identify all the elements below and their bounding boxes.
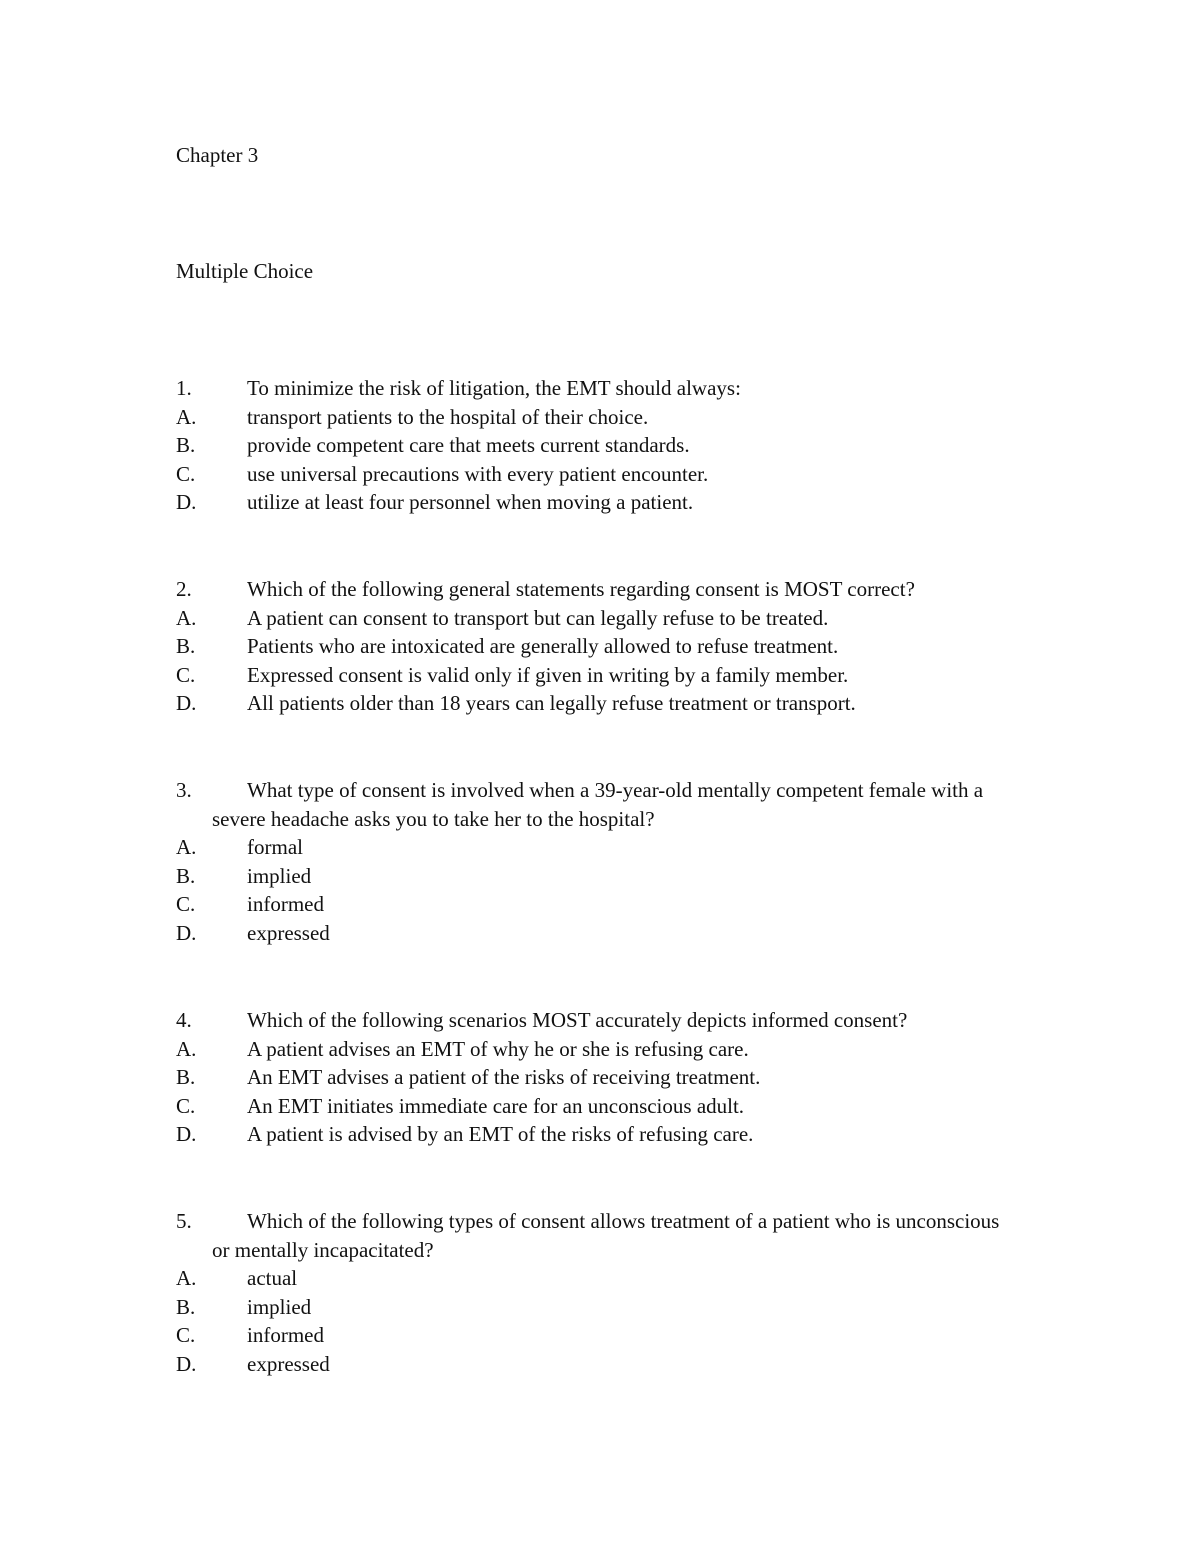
question-3: [176, 776, 1036, 947]
option-a: [176, 1264, 1036, 1293]
option-letter: A.: [176, 605, 197, 630]
option-d: [176, 488, 1036, 517]
option-letter: A.: [176, 1266, 197, 1290]
option-a: [176, 833, 1036, 862]
option-a: [176, 604, 1036, 633]
option-letter: D.: [176, 1122, 197, 1146]
question-number: 1.: [176, 376, 192, 400]
option-text: transport patients to the hospital of their choice.: [247, 404, 649, 429]
option-text: An EMT advises a patient of the risks of receiving treatment.: [247, 1065, 761, 1089]
option-b: [176, 431, 1036, 460]
option-text: Expressed consent is valid only if given in writing by a family member.: [247, 662, 849, 687]
option-text: expressed: [247, 1351, 330, 1376]
option-letter: C.: [176, 461, 196, 486]
option-text: implied: [247, 1294, 312, 1319]
question-text: To minimize the risk of litigation, the EMT should always:: [247, 376, 741, 400]
option-d: [176, 919, 1036, 948]
question-text: What type of consent is involved when a 39-year-old mentally competent female with a severe headache asks you to take her to the hospital?: [212, 778, 984, 831]
option-a: [176, 403, 1036, 432]
option-text: A patient is advised by an EMT of the risks of refusing care.: [247, 1122, 754, 1146]
option-d: [176, 689, 1036, 718]
chapter-title: Chapter 3: [176, 143, 259, 167]
option-letter: C.: [176, 1093, 196, 1118]
question-number: 3.: [176, 778, 192, 802]
option-b: [176, 1063, 1036, 1092]
option-text: implied: [247, 863, 312, 888]
option-b: [176, 1293, 1036, 1322]
option-letter: B.: [176, 433, 196, 457]
option-letter: C.: [176, 892, 196, 916]
option-letter: B.: [176, 1294, 196, 1319]
option-c: [176, 661, 1036, 690]
question-text: Which of the following general statements regarding consent is MOST correct?: [247, 577, 915, 601]
option-text: informed: [247, 892, 324, 916]
option-b: [176, 632, 1036, 661]
option-text: use universal precautions with every patient encounter.: [247, 461, 709, 486]
option-letter: D.: [176, 490, 197, 514]
option-a: [176, 1035, 1036, 1064]
option-text: actual: [247, 1266, 298, 1290]
option-c: [176, 1321, 1036, 1350]
question-4: [176, 1006, 1036, 1149]
option-text: A patient advises an EMT of why he or she is refusing care.: [247, 1036, 749, 1061]
option-text: provide competent care that meets current standards.: [247, 433, 690, 457]
option-letter: A.: [176, 1036, 197, 1061]
option-letter: D.: [176, 920, 197, 945]
question-stem: [176, 575, 1036, 604]
question-stem: [176, 1006, 1036, 1035]
option-letter: B.: [176, 1065, 196, 1089]
option-letter: A.: [176, 835, 197, 859]
option-letter: D.: [176, 691, 197, 715]
question-2: [176, 575, 1036, 718]
option-text: expressed: [247, 920, 330, 945]
option-letter: B.: [176, 863, 196, 888]
option-text: A patient can consent to transport but can legally refuse to be treated.: [247, 605, 829, 630]
question-number: 5.: [176, 1209, 192, 1233]
question-text: Which of the following scenarios MOST accurately depicts informed consent?: [247, 1008, 908, 1032]
option-c: [176, 1092, 1036, 1121]
option-text: An EMT initiates immediate care for an unconscious adult.: [247, 1093, 745, 1118]
question-5: [176, 1207, 1036, 1378]
question-stem: [176, 776, 1012, 833]
option-d: [176, 1350, 1036, 1379]
question-number: 4.: [176, 1008, 192, 1032]
option-letter: D.: [176, 1351, 197, 1376]
option-text: Patients who are intoxicated are generally allowed to refuse treatment.: [247, 634, 839, 658]
question-number: 2.: [176, 577, 192, 601]
option-letter: C.: [176, 662, 196, 687]
section-title: Multiple Choice: [176, 259, 314, 283]
question-stem: [176, 1207, 1012, 1264]
option-letter: B.: [176, 634, 196, 658]
option-text: formal: [247, 835, 303, 859]
question-text: Which of the following types of consent allows treatment of a patient who is unconscious or mentally incapacitated?: [212, 1209, 1000, 1262]
question-1: [176, 374, 1036, 517]
option-text: utilize at least four personnel when moving a patient.: [247, 490, 694, 514]
option-letter: A.: [176, 404, 197, 429]
option-c: [176, 460, 1036, 489]
question-stem: [176, 374, 1036, 403]
option-text: All patients older than 18 years can legally refuse treatment or transport.: [247, 691, 856, 715]
option-c: [176, 890, 1036, 919]
option-text: informed: [247, 1323, 324, 1347]
option-d: [176, 1120, 1036, 1149]
option-letter: C.: [176, 1323, 196, 1347]
option-b: [176, 862, 1036, 891]
